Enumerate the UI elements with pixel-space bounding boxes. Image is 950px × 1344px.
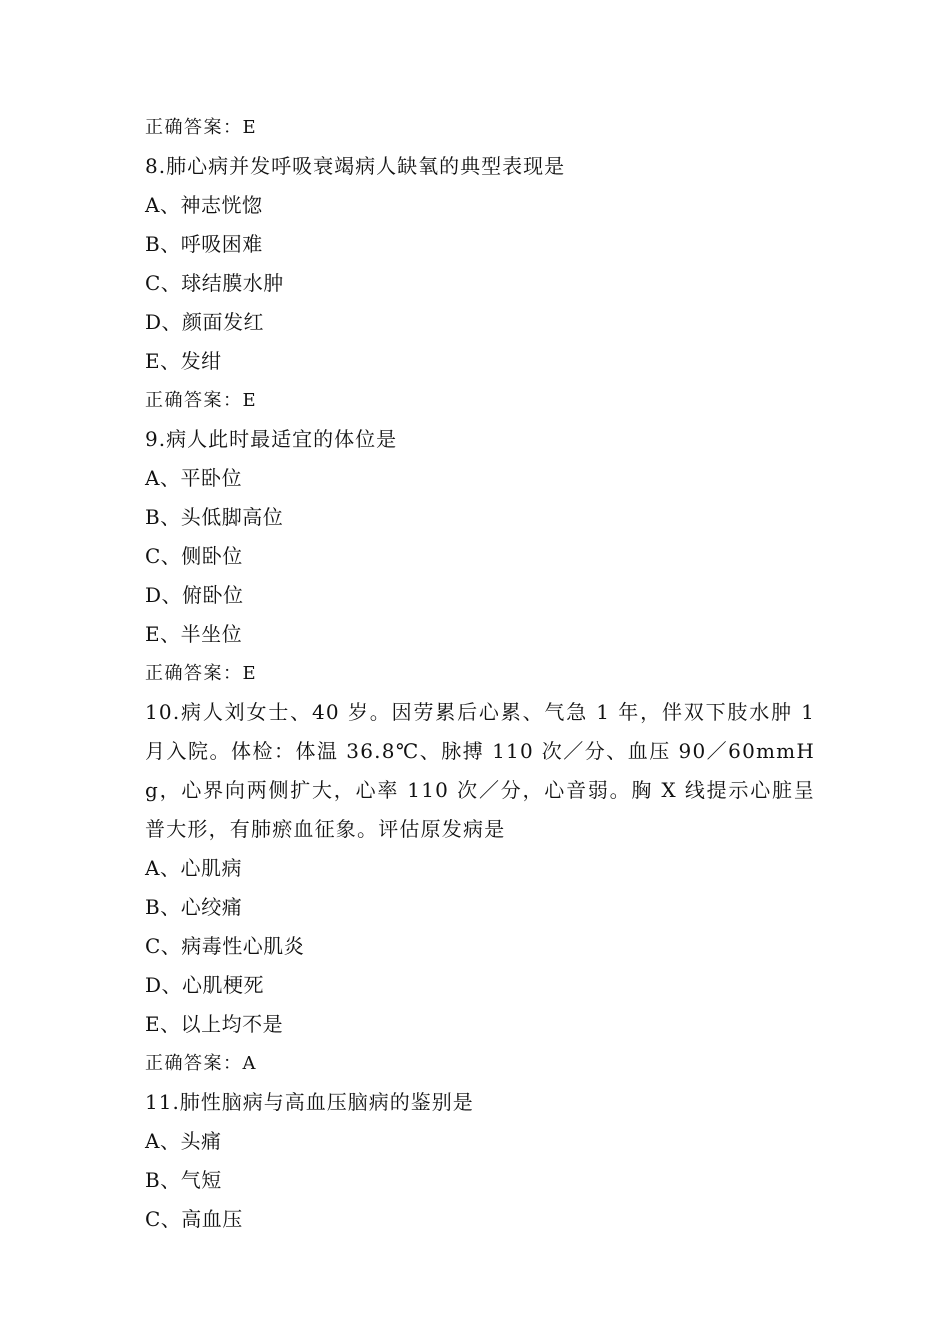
option-b: B、气短 [145, 1168, 222, 1192]
option-b: B、心绞痛 [145, 895, 243, 919]
answer-line-10: 正确答案：A [145, 1053, 257, 1074]
option-e: E、发绀 [145, 349, 222, 373]
option-a: A、神志恍惚 [145, 193, 263, 217]
option-a: A、平卧位 [145, 466, 242, 490]
question-10 [145, 693, 815, 1044]
question-stem: 11.肺性脑病与高血压脑病的鉴别是 [145, 1090, 474, 1114]
option-c: C、侧卧位 [145, 544, 243, 568]
option-a: A、心肌病 [145, 856, 242, 880]
question-stem: 10.病人刘女士、40 岁。因劳累后心累、气急 1 年，伴双下肢水肿 1 月入院。体检：体温 36.8℃、脉搏 110 次／分、血压 90／60mmHg，心界向两侧扩大，心率 110 次／分，心音弱。胸 X 线提示心脏呈普大形，有肺瘀血征象。评估原发病是 [145, 700, 815, 841]
option-e: E、以上均不是 [145, 1012, 284, 1036]
option-e: E、半坐位 [145, 622, 243, 646]
question-9 [145, 420, 815, 654]
answer-line-8: 正确答案：E [145, 390, 258, 411]
page-content [145, 108, 815, 1239]
answer-line-7: 正确答案：E [145, 117, 258, 138]
option-d: D、心肌梗死 [145, 973, 265, 997]
option-c: C、高血压 [145, 1207, 243, 1231]
option-d: D、颜面发红 [145, 310, 265, 334]
option-c: C、病毒性心肌炎 [145, 934, 305, 958]
option-a: A、头痛 [145, 1129, 222, 1153]
option-b: B、呼吸困难 [145, 232, 263, 256]
question-8 [145, 147, 815, 381]
option-d: D、俯卧位 [145, 583, 244, 607]
question-11 [145, 1083, 815, 1239]
answer-line-9: 正确答案：E [145, 663, 258, 684]
question-stem: 9.病人此时最适宜的体位是 [145, 427, 398, 451]
question-stem: 8.肺心病并发呼吸衰竭病人缺氧的典型表现是 [145, 154, 566, 178]
option-b: B、头低脚高位 [145, 505, 284, 529]
option-c: C、球结膜水肿 [145, 271, 284, 295]
